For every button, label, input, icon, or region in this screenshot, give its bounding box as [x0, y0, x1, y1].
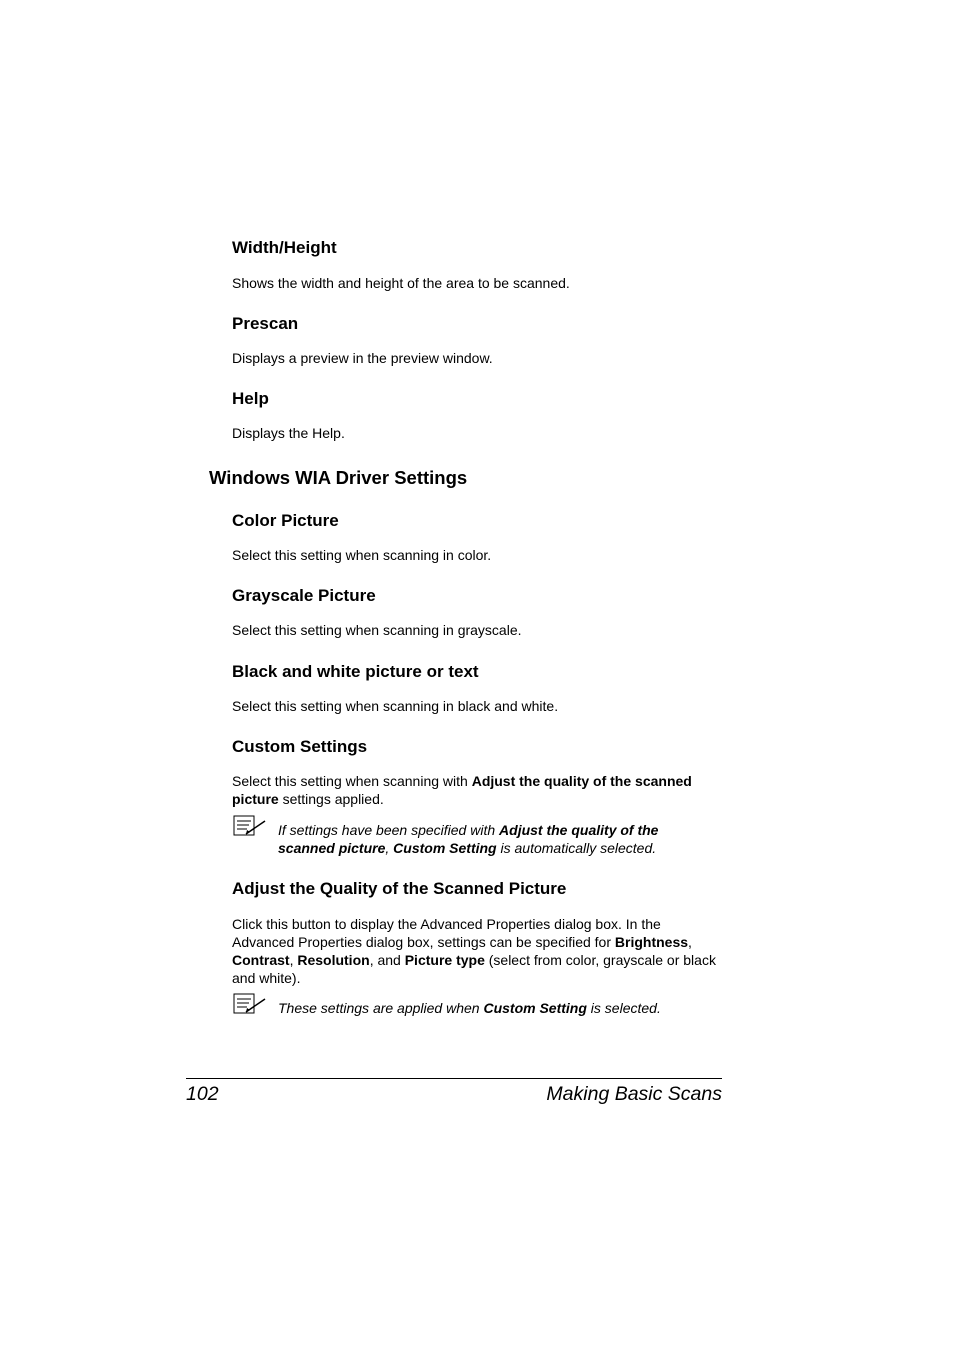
- note-custom-setting-applied: These settings are applied when Custom Setting is selected.: [278, 1000, 661, 1016]
- heading-custom-settings: Custom Settings: [232, 737, 368, 756]
- footer-rule: [186, 1078, 722, 1079]
- paragraph-black-white: Select this setting when scanning in black and white.: [232, 698, 559, 714]
- heading-color-picture: Color Picture: [232, 511, 339, 530]
- paragraph-width-height: Shows the width and height of the area to be scanned.: [232, 275, 570, 291]
- heading-help: Help: [232, 389, 269, 408]
- heading-wia-driver-settings: Windows WIA Driver Settings: [209, 467, 468, 488]
- chapter-title: Making Basic Scans: [546, 1083, 722, 1105]
- heading-adjust-quality: Adjust the Quality of the Scanned Picture: [232, 879, 567, 898]
- paragraph-custom-settings: Select this setting when scanning with Adjust the quality of the scanned picture settings applied.: [232, 773, 692, 807]
- note-custom-settings: If settings have been specified with Adjust the quality of the scanned picture, Custom Setting is automatically selected.: [278, 822, 659, 856]
- note-icon: [233, 993, 267, 1015]
- heading-prescan: Prescan: [232, 314, 299, 333]
- paragraph-color-picture: Select this setting when scanning in color.: [232, 547, 492, 563]
- paragraph-help: Displays the Help.: [232, 425, 345, 441]
- page-number: 102: [186, 1083, 219, 1105]
- paragraph-adjust-quality: Click this button to display the Advanced Properties dialog box. In the Advanced Properties dialog box, settings can be specified for Brightness, Contrast, Resolution, and Picture type (select from color, grayscale or black and white).: [232, 916, 716, 986]
- paragraph-grayscale-picture: Select this setting when scanning in grayscale.: [232, 622, 522, 638]
- heading-width-height: Width/Height: [232, 238, 337, 257]
- note-icon: [233, 815, 267, 837]
- heading-grayscale-picture: Grayscale Picture: [232, 586, 376, 605]
- paragraph-prescan: Displays a preview in the preview window.: [232, 350, 493, 366]
- heading-black-white: Black and white picture or text: [232, 662, 479, 681]
